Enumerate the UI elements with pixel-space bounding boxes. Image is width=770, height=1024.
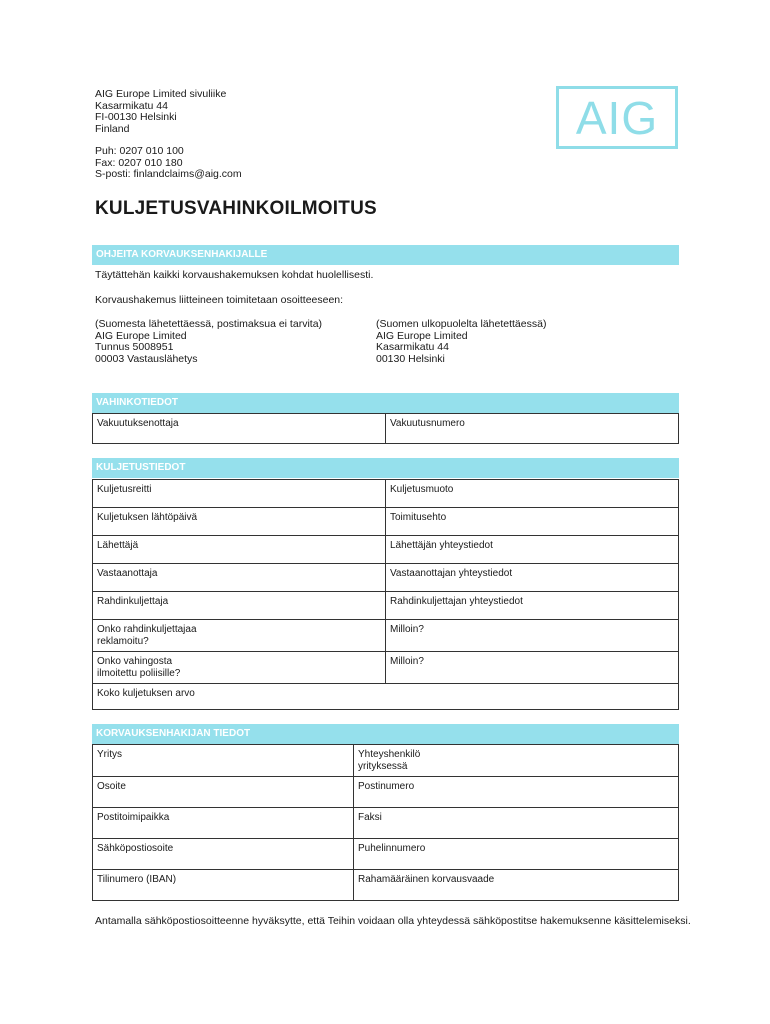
route-field[interactable]: Kuljetusreitti xyxy=(93,480,386,508)
carrier-field[interactable]: Rahdinkuljettaja xyxy=(93,592,386,620)
recipient-field[interactable]: Vastaanottaja xyxy=(93,564,386,592)
phone-line: Puh: 0207 010 100 xyxy=(95,145,184,157)
recipient-contact-field[interactable]: Vastaanottajan yhteystiedot xyxy=(386,564,679,592)
section-heading-claimant: KORVAUKSENHAKIJAN TIEDOT xyxy=(92,724,679,744)
email-line: S-posti: finlandclaims@aig.com xyxy=(95,168,242,180)
table-row xyxy=(93,620,679,652)
section-heading-instructions: OHJEITA KORVAUKSENHAKIJALLE xyxy=(92,245,679,265)
carrier-claimed-field[interactable]: Onko rahdinkuljettajaa reklamoitu? xyxy=(93,620,386,652)
carrier-contact-field[interactable]: Rahdinkuljettajan yhteystiedot xyxy=(386,592,679,620)
submission-text: Korvaushakemus liitteineen toimitetaan osoitteeseen: xyxy=(95,294,344,306)
sender-field[interactable]: Lähettäjä xyxy=(93,536,386,564)
address-field[interactable]: Osoite xyxy=(93,777,354,808)
police-reported-date-field[interactable]: Milloin? xyxy=(386,652,679,684)
address-line: Tunnus 5008951 xyxy=(95,341,174,353)
table-row xyxy=(93,808,679,839)
address-line: AIG Europe Limited xyxy=(376,329,468,342)
table-row xyxy=(93,592,679,620)
fax-field[interactable]: Faksi xyxy=(354,808,679,839)
section-heading-damage: VAHINKOTIEDOT xyxy=(92,393,679,413)
address-line: (Suomen ulkopuolelta lähetettäessä) xyxy=(376,318,547,330)
address-line: FI-00130 Helsinki xyxy=(95,111,177,123)
address-line: (Suomesta lähetettäessä, postimaksua ei tarvita) xyxy=(95,318,323,330)
address-line: Kasarmikatu 44 xyxy=(95,99,168,112)
address-line: 00130 Helsinki xyxy=(376,352,445,365)
policy-number-field[interactable]: Vakuutusnumero xyxy=(386,414,679,444)
police-reported-field[interactable]: Onko vahingosta ilmoitettu poliisille? xyxy=(93,652,386,684)
insured-field[interactable]: Vakuutuksenottaja xyxy=(93,414,386,444)
delivery-terms-field[interactable]: Toimitusehto xyxy=(386,508,679,536)
table-row xyxy=(93,536,679,564)
table-row xyxy=(93,684,679,710)
instructions-text: Täytättehän kaikki korvaushakemuksen kohdat huolellisesti. xyxy=(95,269,374,281)
address-line: AIG Europe Limited sivuliike xyxy=(95,88,227,100)
address-line: 00003 Vastauslähetys xyxy=(95,352,198,365)
table-row xyxy=(93,745,679,777)
iban-field[interactable]: Tilinumero (IBAN) xyxy=(93,870,354,901)
table-row xyxy=(93,839,679,870)
section-heading-transport: KULJETUSTIEDOT xyxy=(92,458,679,478)
company-field[interactable]: Yritys xyxy=(93,745,354,777)
aig-logo xyxy=(556,86,678,149)
table-row xyxy=(93,870,679,901)
transport-table xyxy=(92,479,679,710)
address-line: AIG Europe Limited xyxy=(95,329,187,342)
consent-note: Antamalla sähköpostiosoitteenne hyväksytte, että Teihin voidaan olla yhteydessä sähköpostitse hakemuksenne käsittelemiseksi. xyxy=(95,915,691,927)
sender-contact-field[interactable]: Lähettäjän yhteystiedot xyxy=(386,536,679,564)
table-row xyxy=(93,414,679,444)
phone-field[interactable]: Puhelinnumero xyxy=(354,839,679,870)
table-row xyxy=(93,652,679,684)
page-title: KULJETUSVAHINKOILMOITUS xyxy=(95,198,377,219)
logo-text: AIG xyxy=(575,91,659,144)
total-value-field[interactable]: Koko kuljetuksen arvo xyxy=(93,684,679,710)
company-address xyxy=(95,89,226,135)
claim-amount-field[interactable]: Rahamääräinen korvausvaade xyxy=(354,870,679,901)
departure-date-field[interactable]: Kuljetuksen lähtöpäivä xyxy=(93,508,386,536)
damage-table xyxy=(92,413,679,444)
table-row xyxy=(93,777,679,808)
transport-mode-field[interactable]: Kuljetusmuoto xyxy=(386,480,679,508)
claimant-table xyxy=(92,744,679,901)
address-line: Kasarmikatu 44 xyxy=(376,341,449,353)
carrier-claimed-date-field[interactable]: Milloin? xyxy=(386,620,679,652)
table-row xyxy=(93,508,679,536)
email-field[interactable]: Sähköpostiosoite xyxy=(93,839,354,870)
table-row xyxy=(93,480,679,508)
abroad-address xyxy=(376,319,546,365)
contact-person-field[interactable]: Yhteyshenkilö yrityksessä xyxy=(354,745,679,777)
address-line: Finland xyxy=(95,122,130,135)
table-row xyxy=(93,564,679,592)
company-contact xyxy=(95,146,242,181)
city-field[interactable]: Postitoimipaikka xyxy=(93,808,354,839)
fax-line: Fax: 0207 010 180 xyxy=(95,156,183,169)
postal-code-field[interactable]: Postinumero xyxy=(354,777,679,808)
domestic-address xyxy=(95,319,322,365)
